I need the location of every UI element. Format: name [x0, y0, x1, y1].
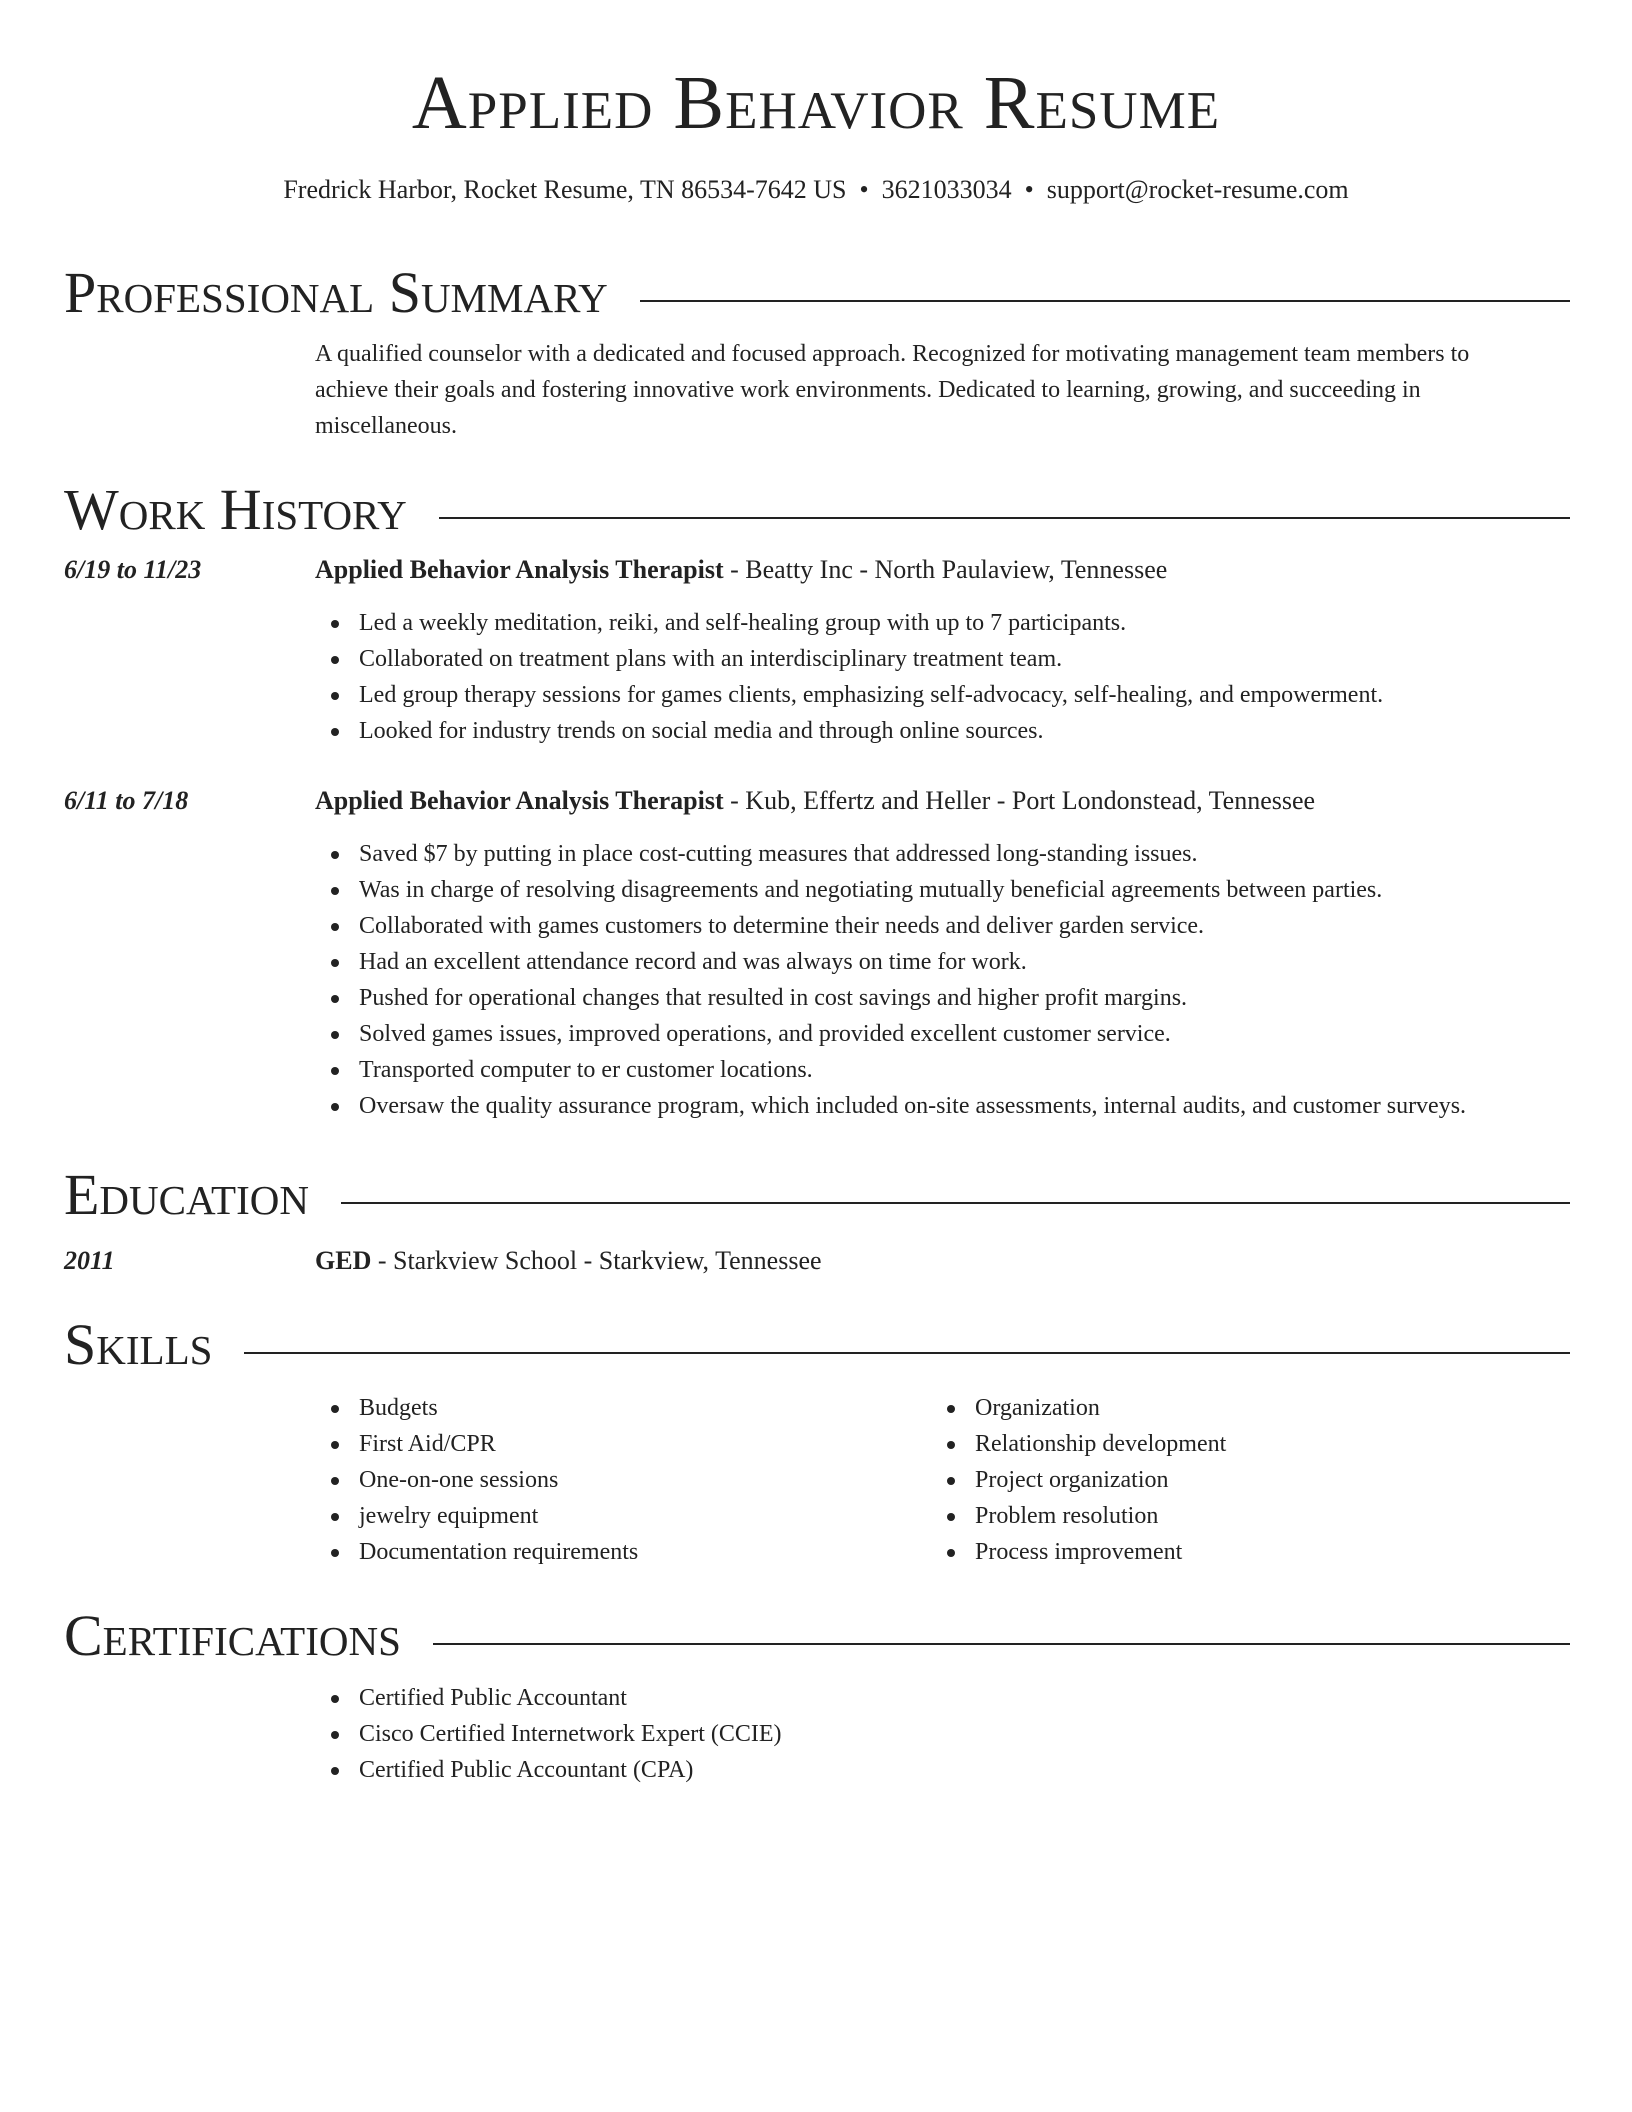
- skills-list-right: [931, 1390, 1535, 1570]
- resume-title: Applied Behavior Resume: [411, 61, 1221, 145]
- section-title-work: Work History: [64, 475, 439, 545]
- education-degree: GED: [315, 1246, 372, 1275]
- education-year: 2011: [64, 1246, 115, 1275]
- section-title-skills: Skills: [64, 1310, 244, 1380]
- job-title: Applied Behavior Analysis Therapist: [315, 555, 724, 584]
- section-divider: [64, 1352, 1570, 1354]
- summary-line: A qualified counselor with a dedicated and focused approach. Recognized for motivating management team members to: [315, 341, 1470, 367]
- summary-text: [315, 336, 1575, 444]
- list-item: Project organization: [975, 1462, 1535, 1498]
- list-item: Saved $7 by putting in place cost-cutting measures that addressed long-standing issues.: [359, 836, 1632, 872]
- job-title: Applied Behavior Analysis Therapist: [315, 786, 724, 815]
- list-item: Transported computer to er customer locations.: [359, 1052, 1632, 1088]
- job-dates: 6/11 to 7/18: [64, 786, 189, 815]
- section-title-summary: Professional Summary: [64, 258, 640, 328]
- list-item: jewelry equipment: [359, 1498, 919, 1534]
- list-item: Oversaw the quality assurance program, which included on-site assessments, internal audits, and customer surveys.: [359, 1088, 1632, 1124]
- list-item: Process improvement: [975, 1534, 1535, 1570]
- list-item: Collaborated on treatment plans with an interdisciplinary treatment team.: [359, 641, 1632, 677]
- section-header-summary: [64, 248, 1570, 328]
- list-item: Documentation requirements: [359, 1534, 919, 1570]
- list-item: Certified Public Accountant: [359, 1680, 1632, 1716]
- job-heading: [315, 552, 1167, 588]
- list-item: Pushed for operational changes that resulted in cost savings and higher profit margins.: [359, 980, 1632, 1016]
- list-item: One-on-one sessions: [359, 1462, 919, 1498]
- list-item: Collaborated with games customers to determine their needs and deliver garden service.: [359, 908, 1632, 944]
- section-title-certifications: Certifications: [64, 1601, 433, 1671]
- list-item: Looked for industry trends on social media and through online sources.: [359, 713, 1632, 749]
- section-header-skills: [64, 1300, 1570, 1380]
- list-item: Cisco Certified Internetwork Expert (CCIE): [359, 1716, 1632, 1752]
- contact-phone: 3621033034: [881, 175, 1012, 204]
- contact-separator: •: [1024, 175, 1034, 204]
- list-item: Led a weekly meditation, reiki, and self-healing group with up to 7 participants.: [359, 605, 1632, 641]
- list-item: Problem resolution: [975, 1498, 1535, 1534]
- section-header-education: [64, 1150, 1570, 1230]
- list-item: Solved games issues, improved operations, and provided excellent customer service.: [359, 1016, 1632, 1052]
- list-item: Had an excellent attendance record and was always on time for work.: [359, 944, 1632, 980]
- job-details: - Kub, Effertz and Heller - Port Londonstead, Tennessee: [723, 786, 1316, 815]
- job-details: - Beatty Inc - North Paulaview, Tennessee: [723, 555, 1168, 584]
- list-item: Was in charge of resolving disagreements and negotiating mutually beneficial agreements between parties.: [359, 872, 1632, 908]
- section-header-certifications: [64, 1591, 1570, 1671]
- contact-email[interactable]: support@rocket-resume.com: [1046, 175, 1349, 204]
- education-details: - Starkview School - Starkview, Tennessee: [371, 1246, 822, 1275]
- certifications-list: [315, 1680, 1632, 1788]
- skills-list-left: [315, 1390, 919, 1570]
- contact-separator: •: [859, 175, 869, 204]
- list-item: Certified Public Accountant (CPA): [359, 1752, 1632, 1788]
- contact-address: Fredrick Harbor, Rocket Resume, TN 86534-7642 US: [283, 175, 847, 204]
- job-heading: [315, 783, 1315, 819]
- job-dates: 6/19 to 11/23: [64, 555, 202, 584]
- summary-line: miscellaneous.: [315, 413, 457, 439]
- list-item: First Aid/CPR: [359, 1426, 919, 1462]
- list-item: Organization: [975, 1390, 1535, 1426]
- contact-line: [0, 173, 1632, 207]
- section-title-education: Education: [64, 1160, 341, 1230]
- summary-line: achieve their goals and fostering innovative work environments. Dedicated to learning, growing, and succeeding in: [315, 377, 1421, 403]
- list-item: Relationship development: [975, 1426, 1535, 1462]
- job-bullets: [315, 605, 1632, 749]
- job-bullets: [315, 836, 1632, 1124]
- section-header-work: [64, 465, 1570, 545]
- list-item: Led group therapy sessions for games clients, emphasizing self-advocacy, self-healing, and empowerment.: [359, 677, 1632, 713]
- education-entry: [315, 1243, 822, 1279]
- list-item: Budgets: [359, 1390, 919, 1426]
